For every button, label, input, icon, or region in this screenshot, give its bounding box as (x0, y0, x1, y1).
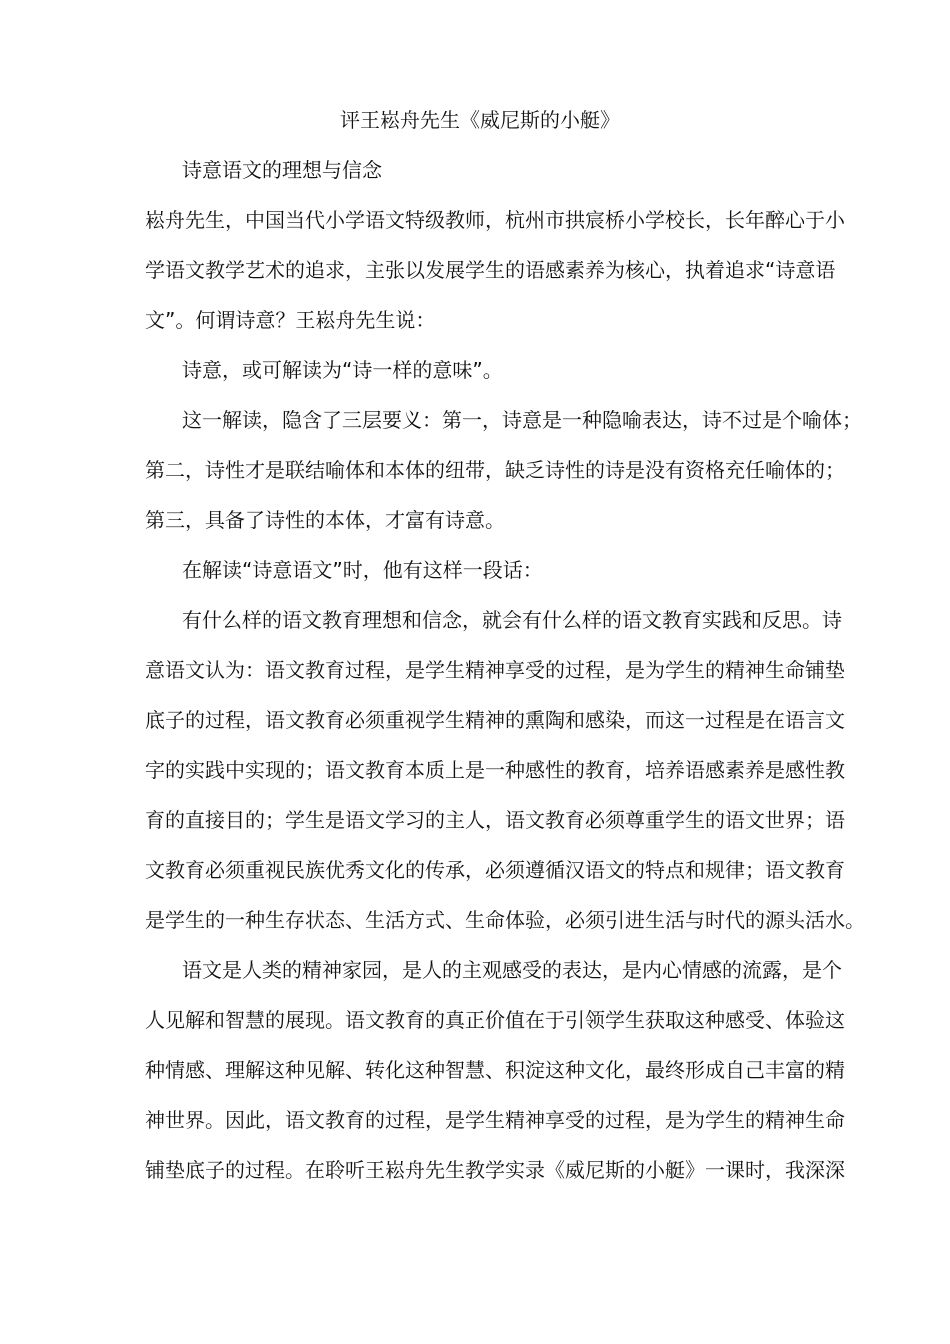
paragraph-line: 文”。何谓诗意？王崧舟先生说： (145, 308, 436, 332)
paragraph-line: 这一解读，隐含了三层要义：第一，诗意是一种隐喻表达，诗不过是个喻体； (182, 408, 862, 432)
paragraph-line: 有什么样的语文教育理想和信念，就会有什么样的语文教育实践和反思。诗 (182, 608, 842, 632)
paragraph-line: 诗意，或可解读为“诗一样的意味”。 (182, 358, 503, 382)
paragraph-line: 崧舟先生，中国当代小学语文特级教师，杭州市拱宸桥小学校长，长年醉心于小 (145, 208, 845, 232)
paragraph-line: 语文是人类的精神家园，是人的主观感受的表达，是内心情感的流露，是个 (182, 958, 842, 982)
paragraph-line: 学语文教学艺术的追求，主张以发展学生的语感素养为核心，执着追求“诗意语 (145, 258, 836, 282)
paragraph-line: 意语文认为：语文教育过程，是学生精神享受的过程，是为学生的精神生命铺垫 (145, 658, 845, 682)
paragraph-line: 人见解和智慧的展现。语文教育的真正价值在于引领学生获取这种感受、体验这 (145, 1008, 845, 1032)
paragraph-line: 第二，诗性才是联结喻体和本体的纽带，缺乏诗性的诗是没有资格充任喻体的； (145, 458, 845, 482)
paragraph-line: 底子的过程，语文教育必须重视学生精神的熏陶和感染，而这一过程是在语言文 (145, 708, 845, 732)
paragraph-line: 铺垫底子的过程。在聆听王崧舟先生教学实录《威尼斯的小艇》一课时，我深深 (145, 1158, 845, 1182)
document-title: 评王崧舟先生《威尼斯的小艇》 (340, 108, 620, 132)
paragraph-line: 育的直接目的；学生是语文学习的主人，语文教育必须尊重学生的语文世界；语 (145, 808, 845, 832)
paragraph-line: 在解读“诗意语文”时，他有这样一段话： (182, 558, 543, 582)
paragraph-line: 种情感、理解这种见解、转化这种智慧、积淀这种文化，最终形成自己丰富的精 (145, 1058, 845, 1082)
paragraph-line: 是学生的一种生存状态、生活方式、生命体验，必须引进生活与时代的源头活水。 (145, 908, 865, 932)
document-subtitle: 诗意语文的理想与信念 (182, 158, 382, 182)
paragraph-line: 神世界。因此，语文教育的过程，是学生精神享受的过程，是为学生的精神生命 (145, 1108, 845, 1132)
paragraph-line: 字的实践中实现的；语文教育本质上是一种感性的教育，培养语感素养是感性教 (145, 758, 845, 782)
paragraph-line: 文教育必须重视民族优秀文化的传承，必须遵循汉语文的特点和规律；语文教育 (145, 858, 845, 882)
paragraph-line: 第三，具备了诗性的本体，才富有诗意。 (145, 508, 505, 532)
